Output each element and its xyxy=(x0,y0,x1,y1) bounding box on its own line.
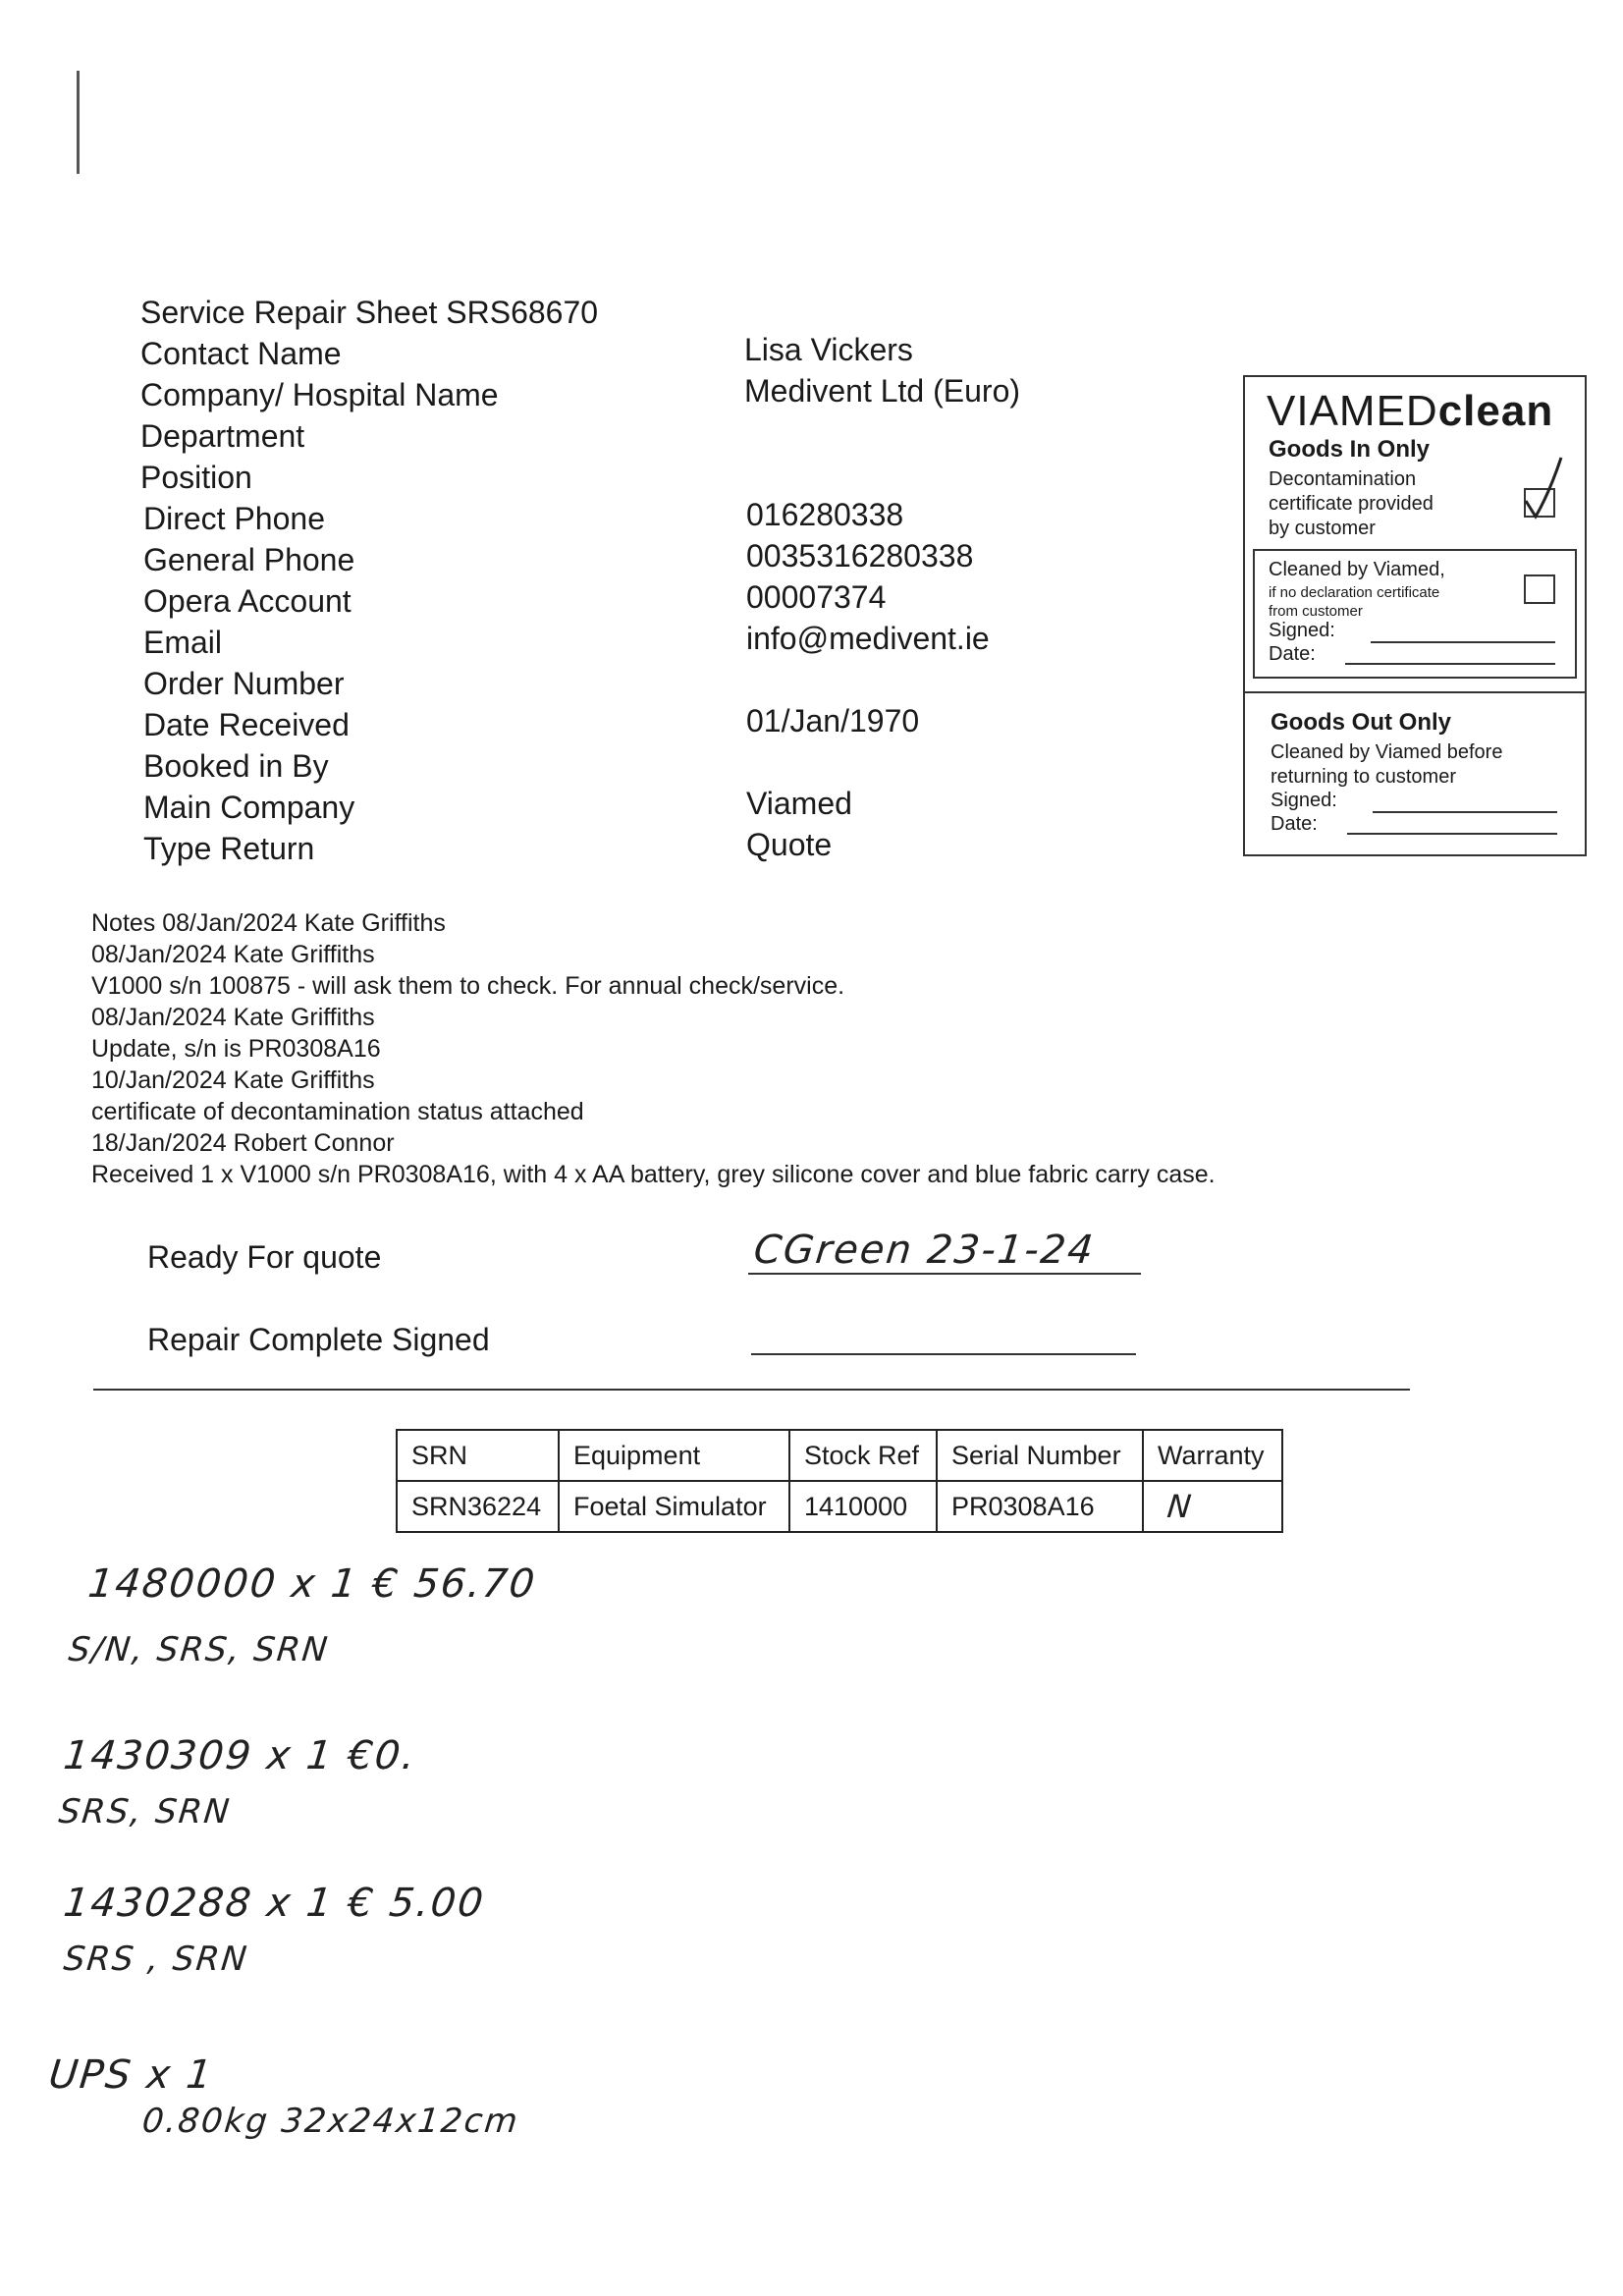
handwritten-line: UPS x 1 xyxy=(46,2052,216,2098)
divider-rule xyxy=(93,1389,1410,1391)
viamed-logo xyxy=(1267,387,1553,436)
cleaned-by-viamed-section xyxy=(1253,549,1577,679)
signed-label: Signed: xyxy=(1271,790,1337,811)
box-divider xyxy=(1245,691,1585,693)
table-row xyxy=(397,1481,1282,1532)
note-line: Update, s/n is PR0308A16 xyxy=(91,1035,381,1063)
note-line: certificate of decontamination status attached xyxy=(91,1098,584,1125)
table-header-row xyxy=(397,1430,1282,1481)
field-value: Viamed xyxy=(746,786,852,821)
out-line: Cleaned by Viamed before xyxy=(1271,741,1503,763)
note-line: 08/Jan/2024 Kate Griffiths xyxy=(91,941,375,968)
repair-complete-label: Repair Complete Signed xyxy=(147,1322,490,1357)
logo-thin: VIAMED xyxy=(1267,387,1438,435)
handwritten-line: 1430288 x 1 € 5.00 xyxy=(61,1881,488,1926)
decon-line: by customer xyxy=(1269,518,1376,539)
cell-serial-number: PR0308A16 xyxy=(937,1481,1143,1532)
note-line: V1000 s/n 100875 - will ask them to check. For annual check/service. xyxy=(91,972,845,1000)
sheet-title: Service Repair Sheet SRS68670 xyxy=(140,295,599,330)
field-value: Medivent Ltd (Euro) xyxy=(744,373,1021,409)
note-line: 10/Jan/2024 Kate Griffiths xyxy=(91,1066,375,1094)
notes-block xyxy=(91,907,1216,1190)
header-serial-number: Serial Number xyxy=(937,1430,1143,1481)
header-warranty: Warranty xyxy=(1143,1430,1282,1481)
ready-signature: CGreen 23-1-24 xyxy=(751,1228,1098,1273)
cleaned-checkbox[interactable] xyxy=(1524,574,1555,604)
ready-for-quote-label: Ready For quote xyxy=(147,1239,382,1275)
logo-bold: clean xyxy=(1437,387,1554,435)
field-label: Position xyxy=(140,460,252,495)
header-equipment: Equipment xyxy=(559,1430,789,1481)
goods-in-heading: Goods In Only xyxy=(1269,436,1431,463)
signed-label: Signed: xyxy=(1269,620,1335,641)
field-label: Order Number xyxy=(143,666,345,701)
viamed-clean-box xyxy=(1243,375,1587,856)
date-line xyxy=(1347,833,1557,835)
handwritten-line: 1430309 x 1 €0. xyxy=(61,1733,419,1778)
handwritten-line: 1480000 x 1 € 56.70 xyxy=(85,1561,539,1607)
date-label: Date: xyxy=(1271,813,1318,835)
decon-line: Decontamination xyxy=(1269,468,1417,490)
field-value: 00007374 xyxy=(746,579,887,615)
field-label: Company/ Hospital Name xyxy=(140,377,499,412)
note-line: Notes 08/Jan/2024 Kate Griffiths xyxy=(91,909,446,937)
field-label: Booked in By xyxy=(143,748,329,784)
field-label: Email xyxy=(143,625,223,660)
handwritten-line: SRS, SRN xyxy=(56,1792,234,1831)
field-label: Contact Name xyxy=(140,336,342,371)
header-stock-ref: Stock Ref xyxy=(789,1430,937,1481)
cell-srn: SRN36224 xyxy=(397,1481,559,1532)
note-line: Received 1 x V1000 s/n PR0308A16, with 4 x AA battery, grey silicone cover and blue fabric carry case. xyxy=(91,1161,1216,1188)
cleaned-sub-line: from customer xyxy=(1269,603,1363,620)
field-label: Type Return xyxy=(143,831,315,866)
cell-stock-ref: 1410000 xyxy=(789,1481,937,1532)
header-srn: SRN xyxy=(397,1430,559,1481)
cell-warranty: N xyxy=(1140,1481,1284,1532)
signed-line xyxy=(1373,811,1557,813)
field-value: info@medivent.ie xyxy=(746,621,990,656)
checkmark-icon xyxy=(1520,454,1569,522)
signed-line xyxy=(1371,641,1555,643)
goods-out-heading: Goods Out Only xyxy=(1271,709,1451,736)
handwritten-line: S/N, SRS, SRN xyxy=(66,1630,332,1669)
out-text xyxy=(1271,740,1502,790)
handwritten-line: 0.80kg 32x24x12cm xyxy=(139,2102,521,2141)
field-value: 016280338 xyxy=(746,497,904,532)
out-line: returning to customer xyxy=(1271,766,1456,788)
cell-equipment: Foetal Simulator xyxy=(559,1481,789,1532)
cleaned-sub-line: if no declaration certificate xyxy=(1269,584,1440,601)
scan-mark xyxy=(77,71,80,174)
field-value: Lisa Vickers xyxy=(744,332,913,367)
field-value: 0035316280338 xyxy=(746,538,974,574)
note-line: 08/Jan/2024 Kate Griffiths xyxy=(91,1004,375,1031)
handwritten-line: SRS , SRN xyxy=(61,1940,250,1979)
field-value: Quote xyxy=(746,827,833,862)
field-label: Department xyxy=(140,418,305,454)
repair-signature-line xyxy=(751,1353,1136,1355)
field-label: Main Company xyxy=(143,790,355,825)
cleaned-title: Cleaned by Viamed, xyxy=(1269,559,1445,580)
decon-line: certificate provided xyxy=(1269,493,1434,515)
cleaned-sub xyxy=(1269,583,1439,621)
equipment-table xyxy=(396,1429,1283,1533)
date-label: Date: xyxy=(1269,643,1316,665)
field-label: Opera Account xyxy=(143,583,352,619)
note-line: 18/Jan/2024 Robert Connor xyxy=(91,1129,395,1157)
field-label: General Phone xyxy=(143,542,355,577)
date-line xyxy=(1345,663,1555,665)
decon-text xyxy=(1269,467,1434,541)
field-label: Date Received xyxy=(143,707,350,742)
field-value: 01/Jan/1970 xyxy=(746,703,920,738)
ready-signature-line xyxy=(748,1273,1141,1275)
field-label: Direct Phone xyxy=(143,501,325,536)
